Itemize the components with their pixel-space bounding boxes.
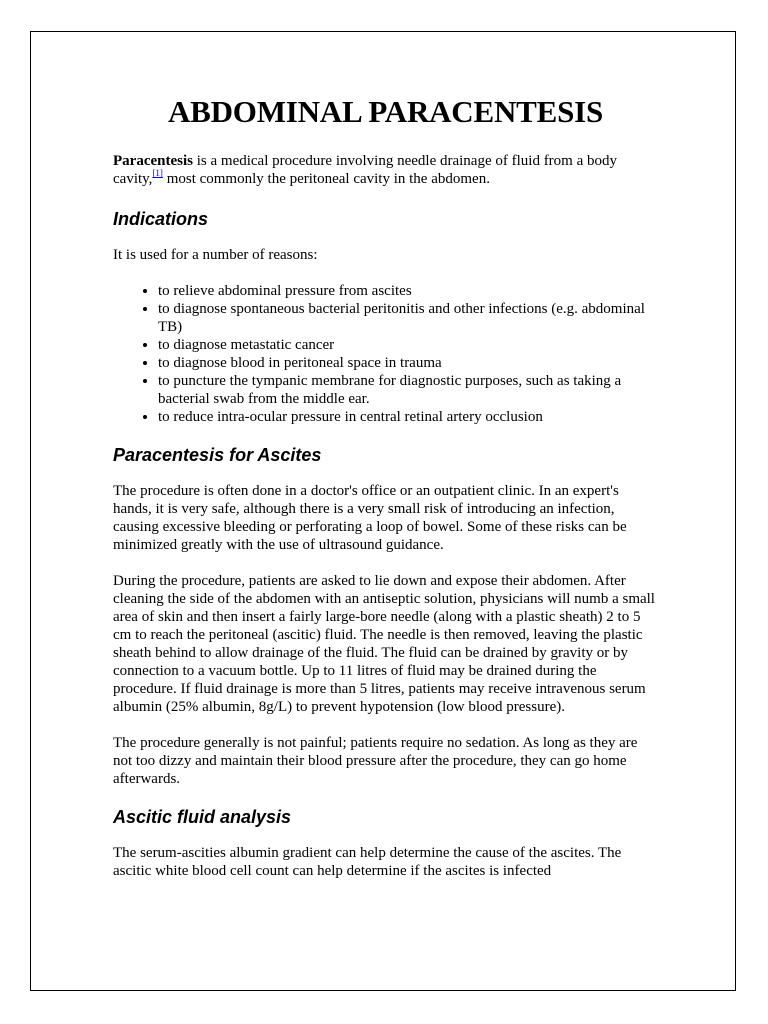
intro-term: Paracentesis — [113, 153, 193, 169]
fluid-analysis-paragraph: The serum-ascities albumin gradient can help determine the cause of the ascites. The ascitic white blood cell count can help determine if the ascites is infected — [113, 845, 622, 879]
ascites-paragraph: The procedure generally is not painful; patients require no sedation. As long as they are not too dizzy and maintain their blood pressure after the procedure, they can go home afterwards. — [113, 735, 638, 787]
indications-heading: Indications — [113, 209, 209, 229]
list-item: • to relieve abdominal pressure from ascites — [158, 282, 658, 300]
reference-link[interactable]: [1] — [152, 168, 163, 178]
intro-text-a: is a medical procedure involving needle drainage of fluid from a body cavity, — [113, 153, 618, 187]
list-item: • to puncture the tympanic membrane for diagnostic purposes, such as taking a bacterial swab from the middle ear. — [158, 372, 658, 408]
document-body — [113, 92, 658, 898]
list-item: • to diagnose blood in peritoneal space in trauma — [158, 354, 658, 372]
ascites-paragraph: The procedure is often done in a doctor's office or an outpatient clinic. In an expert's hands, it is very safe, although there is a very small risk of introducing an infection, causing excessive bleeding or perforating a loop of bowel. Some of these risks can be minimized greatly with the use of ultrasound guidance. — [113, 483, 627, 553]
list-item: • to reduce intra-ocular pressure in central retinal artery occlusion — [158, 408, 658, 426]
intro-text-b: most commonly the peritoneal cavity in the abdomen. — [162, 171, 490, 187]
reference-superscript — [152, 168, 163, 178]
ascites-paragraph: During the procedure, patients are asked to lie down and expose their abdomen. After cleaning the side of the abdomen with an antiseptic solution, physicians will numb a small area of skin and then insert a fairly large-bore needle (along with a plastic sheath) 2 to 5 cm to reach the peritoneal (ascitic) fluid. The needle is then removed, leaving the plastic sheath behind to allow drainage of the fluid. The fluid can be drained by gravity or by connection to a vacuum bottle. Up to 11 litres of fluid may be drained during the procedure. If fluid drainage is more than 5 litres, patients may receive intravenous serum albumin (25% albumin, 8g/L) to prevent hypotension (low blood pressure). — [113, 573, 655, 715]
indications-list — [113, 282, 658, 426]
ascites-heading: Paracentesis for Ascites — [113, 445, 322, 465]
list-item: • to diagnose metastatic cancer — [158, 336, 658, 354]
intro-paragraph — [113, 152, 658, 188]
fluid-analysis-heading: Ascitic fluid analysis — [113, 807, 292, 827]
list-item: • to diagnose spontaneous bacterial peritonitis and other infections (e.g. abdominal TB) — [158, 300, 658, 336]
indications-lead: It is used for a number of reasons: — [113, 247, 318, 263]
document-title: ABDOMINAL PARACENTESIS — [167, 94, 604, 129]
